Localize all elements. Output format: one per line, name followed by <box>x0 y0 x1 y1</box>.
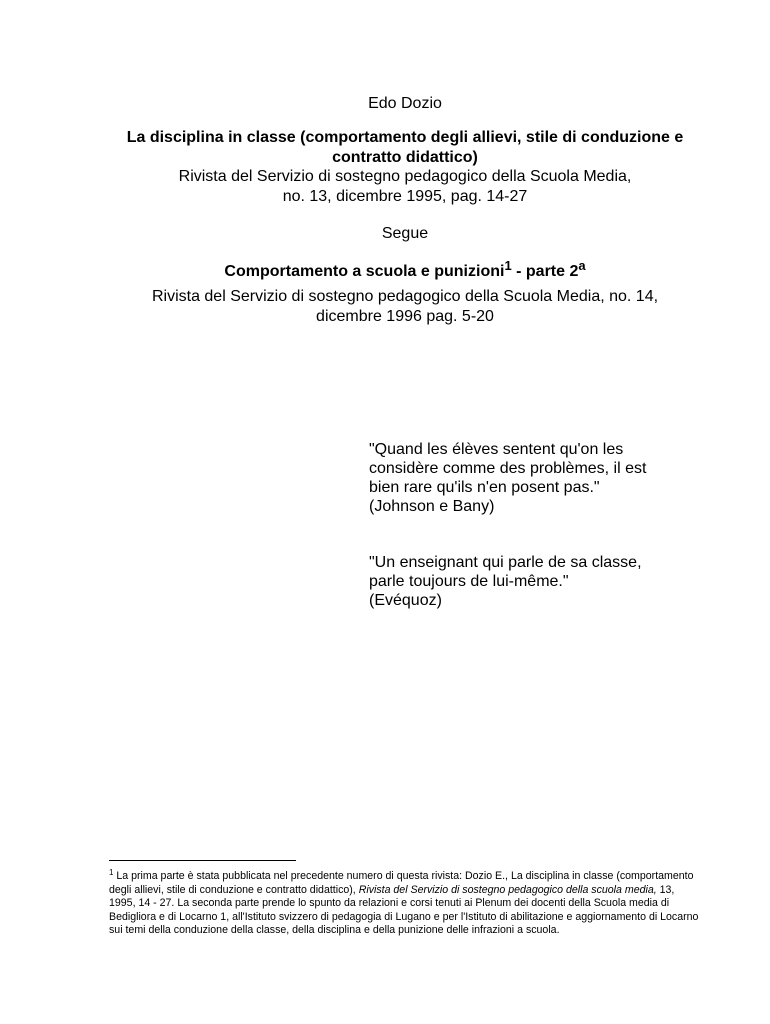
epigraph-attribution: (Johnson e Bany) <box>369 498 495 515</box>
epigraph-line: parle toujours de lui-même." <box>369 573 569 590</box>
footnote-marker: 1 <box>109 868 114 877</box>
title-part-suffix: - parte 2 <box>511 263 579 280</box>
footnote-reference[interactable]: 1 <box>504 258 512 273</box>
ordinal-indicator: a <box>578 258 586 273</box>
continued-label: Segue <box>381 225 429 242</box>
epigraph-line: bien rare qu'ils n'en posent pas." <box>369 479 600 496</box>
journal-citation-line: Rivista del Servizio di sostegno pedagogico della Scuola Media, no. 14, <box>151 288 659 305</box>
epigraph-line: "Quand les élèves sentent qu'on les <box>369 441 624 458</box>
epigraph-line: "Un enseignant qui parle de sa classe, <box>369 554 642 571</box>
journal-citation-part1 <box>100 167 710 207</box>
footnote-separator <box>109 860 296 861</box>
journal-citation-line: no. 13, dicembre 1995, pag. 14-27 <box>282 188 528 205</box>
journal-citation-line: Rivista del Servizio di sostegno pedagogico della Scuola Media, <box>178 168 632 185</box>
footnote-text: La prima parte è stata pubblicata nel precedente numero di questa rivista: Dozio E., La disciplina in classe (comportamento degli allievi, stile di conduzione e contratto didattico), <box>109 870 694 896</box>
journal-citation-part2 <box>100 287 710 327</box>
article-title-part1: La disciplina in classe (comportamento degli allievi, stile di conduzione e contratto didattico) <box>126 129 684 166</box>
journal-citation-line: dicembre 1996 pag. 5-20 <box>316 308 494 325</box>
footnote <box>109 870 699 938</box>
article-title-part2 <box>100 258 710 282</box>
title-text: Comportamento a scuola e punizioni <box>224 263 505 280</box>
author-name: Edo Dozio <box>368 95 442 112</box>
epigraph-quote <box>369 440 709 516</box>
epigraph-attribution: (Evéquoz) <box>369 592 442 609</box>
footnote-text: 13, 1995, 14 - 27. La seconda parte prende lo spunto da relazioni e corsi tenuti ai Plenum dei docenti della Scuola media di Bedigliora e di Locarno 1, all'Istituto svizzero di pedagogia di Lugano e per l'Istituto di abilitazione e aggiornamento di Locarno sui temi della conduzione della classe, della disciplina e della punizione delle infrazioni a scuola. <box>109 883 699 936</box>
epigraph-quote <box>369 553 709 610</box>
epigraph-line: considère comme des problèmes, il est <box>369 460 647 477</box>
footnote-journal-title: Rivista del Servizio di sostegno pedagogico della scuola media, <box>358 883 657 896</box>
